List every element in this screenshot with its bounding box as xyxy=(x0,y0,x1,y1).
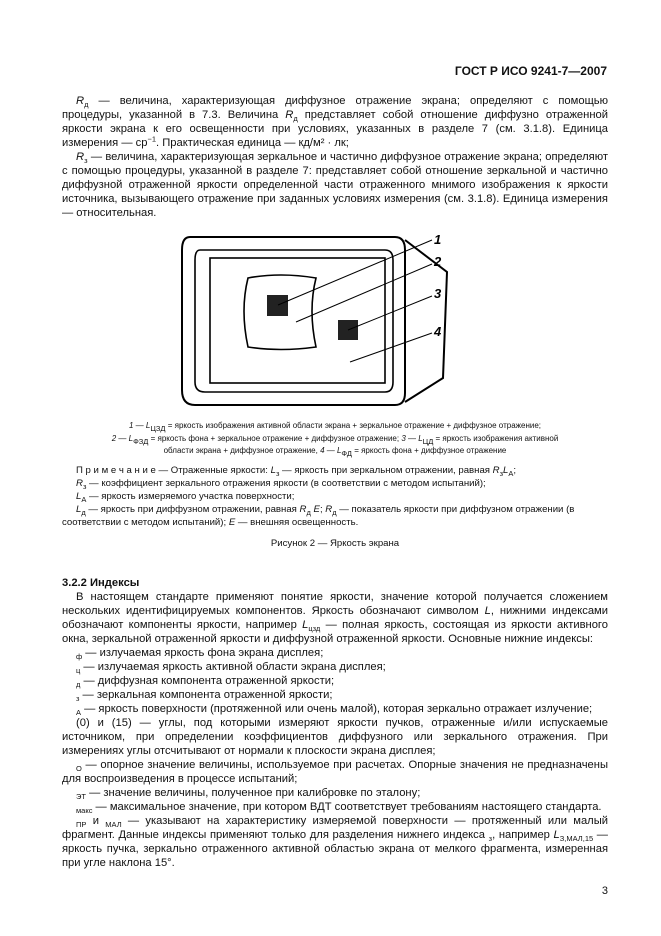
page-number: 3 xyxy=(601,884,608,897)
text-run: — излучаемая яркость активной области экрана дисплея; xyxy=(80,660,386,673)
text-run: и xyxy=(86,814,106,827)
subscript: цзд xyxy=(308,623,321,633)
paragraph xyxy=(62,94,608,150)
text-run: . Практическая единица — кд/м² · лк; xyxy=(156,137,349,149)
symbol: 1 xyxy=(128,421,134,430)
text-run: области экрана + диффузное отражение, xyxy=(163,446,321,455)
symbol: R xyxy=(285,109,294,121)
definitions-block xyxy=(62,94,608,220)
paragraph xyxy=(62,786,608,800)
text-run: — xyxy=(116,433,129,443)
text-run: — зеркальная компонента отраженной яркости; xyxy=(79,688,333,701)
section-heading: 3.2.2 Индексы xyxy=(62,576,140,589)
subscript: д xyxy=(306,507,311,517)
symbol: L xyxy=(484,604,491,617)
paragraph xyxy=(62,150,608,220)
text-run: — излучаемая яркость фона экрана дисплея; xyxy=(82,646,324,659)
symbol: L xyxy=(145,421,151,430)
subscript: ПР xyxy=(76,819,87,829)
subscript: з xyxy=(76,693,80,703)
symbol: 3 xyxy=(401,433,406,443)
symbol: E xyxy=(313,503,320,515)
figure-note xyxy=(62,464,608,529)
subscript: д xyxy=(76,679,81,689)
subscript: з xyxy=(275,468,280,478)
subscript: ЦД xyxy=(422,436,434,446)
paragraph xyxy=(62,674,608,688)
leader-line-2 xyxy=(296,264,432,322)
text-run: — внешняя освещенность. xyxy=(235,516,359,528)
symbol: L xyxy=(418,433,423,443)
subscript: з xyxy=(499,468,504,478)
symbol: R xyxy=(76,151,85,163)
paragraph xyxy=(62,688,608,702)
subscript: ЭТ xyxy=(76,791,86,801)
paragraph xyxy=(62,758,608,786)
text-run: — яркость пучка, зеркально отраженного активной областью экрана от мелкого фрагмента, измеренная при угле наклона 15°. xyxy=(62,828,608,869)
text-run: — диффузная компонента отраженной яркости; xyxy=(80,674,335,687)
text-run: — указывают на характеристику измеряемой поверхности — протяженный или малый фрагмент. Данные индексы применяют только для разделения нижнего индекса xyxy=(62,814,608,841)
figure-label-4: 4 xyxy=(434,324,442,339)
text-run: — показатель яркости при диффузном отражении (в соответствии с методом испытаний); xyxy=(62,503,575,528)
page-flow xyxy=(62,94,608,898)
subscript: д xyxy=(84,100,89,109)
text-run: = яркость фона + зеркальное отражение + диффузное отражение; xyxy=(148,433,402,443)
paragraph xyxy=(62,702,608,716)
document-header: ГОСТ Р ИСО 9241-7—2007 xyxy=(454,64,607,78)
subscript: А xyxy=(508,468,514,478)
paragraph xyxy=(62,800,608,814)
subscript: з xyxy=(84,156,88,165)
text-run: — xyxy=(133,421,146,430)
active-image-patch xyxy=(267,295,288,316)
text-run: = яркость изображения активной области экрана + зеркальное отражение + диффузное отражение; xyxy=(165,421,541,430)
figure-label-2: 2 xyxy=(434,254,442,269)
text-run: , нижними индексами обозначают компоненты яркости, например xyxy=(62,604,608,631)
subscript: ц xyxy=(76,665,81,675)
symbol: R xyxy=(325,503,333,515)
subscript: ФД xyxy=(341,449,352,458)
subscript: д xyxy=(293,114,298,123)
text-run: — значение величины, полученное при калибровке по эталону; xyxy=(85,786,421,799)
leader-line-4 xyxy=(350,333,432,362)
paragraph xyxy=(62,503,608,529)
text-run: = яркость изображения активной xyxy=(433,433,559,443)
paragraph xyxy=(62,490,608,503)
section-3-2-2 xyxy=(62,576,608,870)
leader-line-3 xyxy=(348,296,432,330)
text-run: , например xyxy=(492,828,554,841)
symbol: 4 xyxy=(320,446,325,455)
symbol: L xyxy=(302,618,309,631)
subscript: макс xyxy=(76,805,93,815)
symbol: R xyxy=(492,464,500,476)
text-run: = яркость фона + диффузное отражение xyxy=(351,446,507,455)
symbol: L xyxy=(553,828,560,841)
monitor-diagram xyxy=(62,230,608,416)
superscript: −1 xyxy=(147,134,157,144)
text-run: — яркость поверхности (протяженной или очень малой), которая зеркально отражает излучение; xyxy=(81,702,593,715)
text-run: — яркость при диффузном отражении, равная xyxy=(85,503,300,515)
symbol: L xyxy=(503,464,509,476)
subscript: МАЛ xyxy=(105,819,122,829)
paragraph xyxy=(62,477,608,490)
text-run: — коэффициент зеркального отражения яркости (в соответствии с методом испытаний); xyxy=(86,477,486,489)
subscript: з xyxy=(82,481,87,491)
subscript: д xyxy=(332,507,337,517)
text-run: — яркость при зеркальном отражении, равная xyxy=(279,464,493,476)
text-run: — xyxy=(324,446,337,455)
subscript: ЦЗД xyxy=(150,424,166,433)
text-run: — яркость измеряемого участка поверхности; xyxy=(86,490,295,502)
paragraph xyxy=(62,445,608,458)
figure-label-1: 1 xyxy=(434,232,442,247)
subscript: А xyxy=(76,707,82,717)
subscript: ФЗД xyxy=(133,436,149,446)
figure-title: Рисунок 2 — Яркость экрана xyxy=(270,537,400,549)
subscript: ф xyxy=(76,651,83,661)
text-run: — максимальное значение, при котором ВДТ соответствует требованиям настоящего стандарта. xyxy=(92,800,602,813)
symbol: R xyxy=(76,477,83,489)
screen xyxy=(210,258,385,383)
paragraph xyxy=(62,590,608,646)
symbol: E xyxy=(228,516,236,528)
paragraph xyxy=(62,716,608,758)
paragraph xyxy=(62,464,608,477)
subscript: З,МАЛ,15 xyxy=(559,833,594,843)
paragraph xyxy=(62,660,608,674)
symbol: L xyxy=(270,464,276,476)
text-run: — величина, характеризующая диффузное отражение экрана; определяют с помощью процедуры, указанной в 7.3. Величина xyxy=(62,95,608,121)
paragraph xyxy=(62,420,608,433)
subscript: А xyxy=(81,494,87,504)
subscript: з xyxy=(488,833,493,843)
text-run: В настоящем стандарте применяют понятие яркости, значение которой получается сложением нескольких идентифицируемых компонентов. Яркость обозначают символом xyxy=(62,590,608,617)
symbol: R xyxy=(76,95,85,107)
paragraph xyxy=(62,433,608,446)
subscript: д xyxy=(81,507,86,517)
text-run: представляет собой отношение диффузно отраженной яркости экрана к его освещенности при условиях, указанных в разделе 7 (см. 3.1.8). Единица измерения — ср xyxy=(62,109,608,149)
subscript: О xyxy=(76,763,82,773)
symbol: L xyxy=(76,503,82,515)
text-run: П р и м е ч а н и е — Отраженные яркости: xyxy=(76,464,271,476)
figure-legend xyxy=(62,420,608,458)
text-run: ; xyxy=(319,503,326,515)
symbol: L xyxy=(336,446,342,455)
paragraph xyxy=(62,814,608,870)
text-run: (0) и (15) — углы, под которыми измеряют яркости пучков, отраженные и/или испускаемые источником, при определении коэффициентов диффузного или зеркального отражения. При измерениях углы отсчитывают от нормали к плоскости экрана дисплея; xyxy=(62,716,608,757)
text-run: — xyxy=(405,433,419,443)
screen-bezel xyxy=(195,250,393,392)
text-run: — величина, характеризующая зеркальное и частично диффузное отражение экрана; определяют с помощью процедуры, указанной в разделе 7: представляет собой отношение зеркальной и частично диффузной отраженной яркости определенной части отраженного мнимого изображения к яркости источника, вызывающего отражение при заданных условиях измерения (см. 3.1.8). Единица измерения — относительная. xyxy=(62,151,608,219)
symbol: R xyxy=(299,503,307,515)
figure-label-3: 3 xyxy=(434,286,442,301)
symbol: 2 xyxy=(111,433,117,443)
symbol: L xyxy=(128,433,134,443)
text-run: — полная яркость, состоящая из яркости активного окна, зеркальной отраженной яркости и диффузной отраженной яркости. Основные нижние индексы: xyxy=(62,618,608,645)
section-body xyxy=(62,590,608,870)
symbol: L xyxy=(76,490,82,502)
paragraph xyxy=(62,646,608,660)
text-run: ; xyxy=(513,464,517,476)
text-run: — опорное значение величины, используемое при расчетах. Опорные значения не предназначены для воспроизведения в процессе испытаний; xyxy=(62,758,608,785)
